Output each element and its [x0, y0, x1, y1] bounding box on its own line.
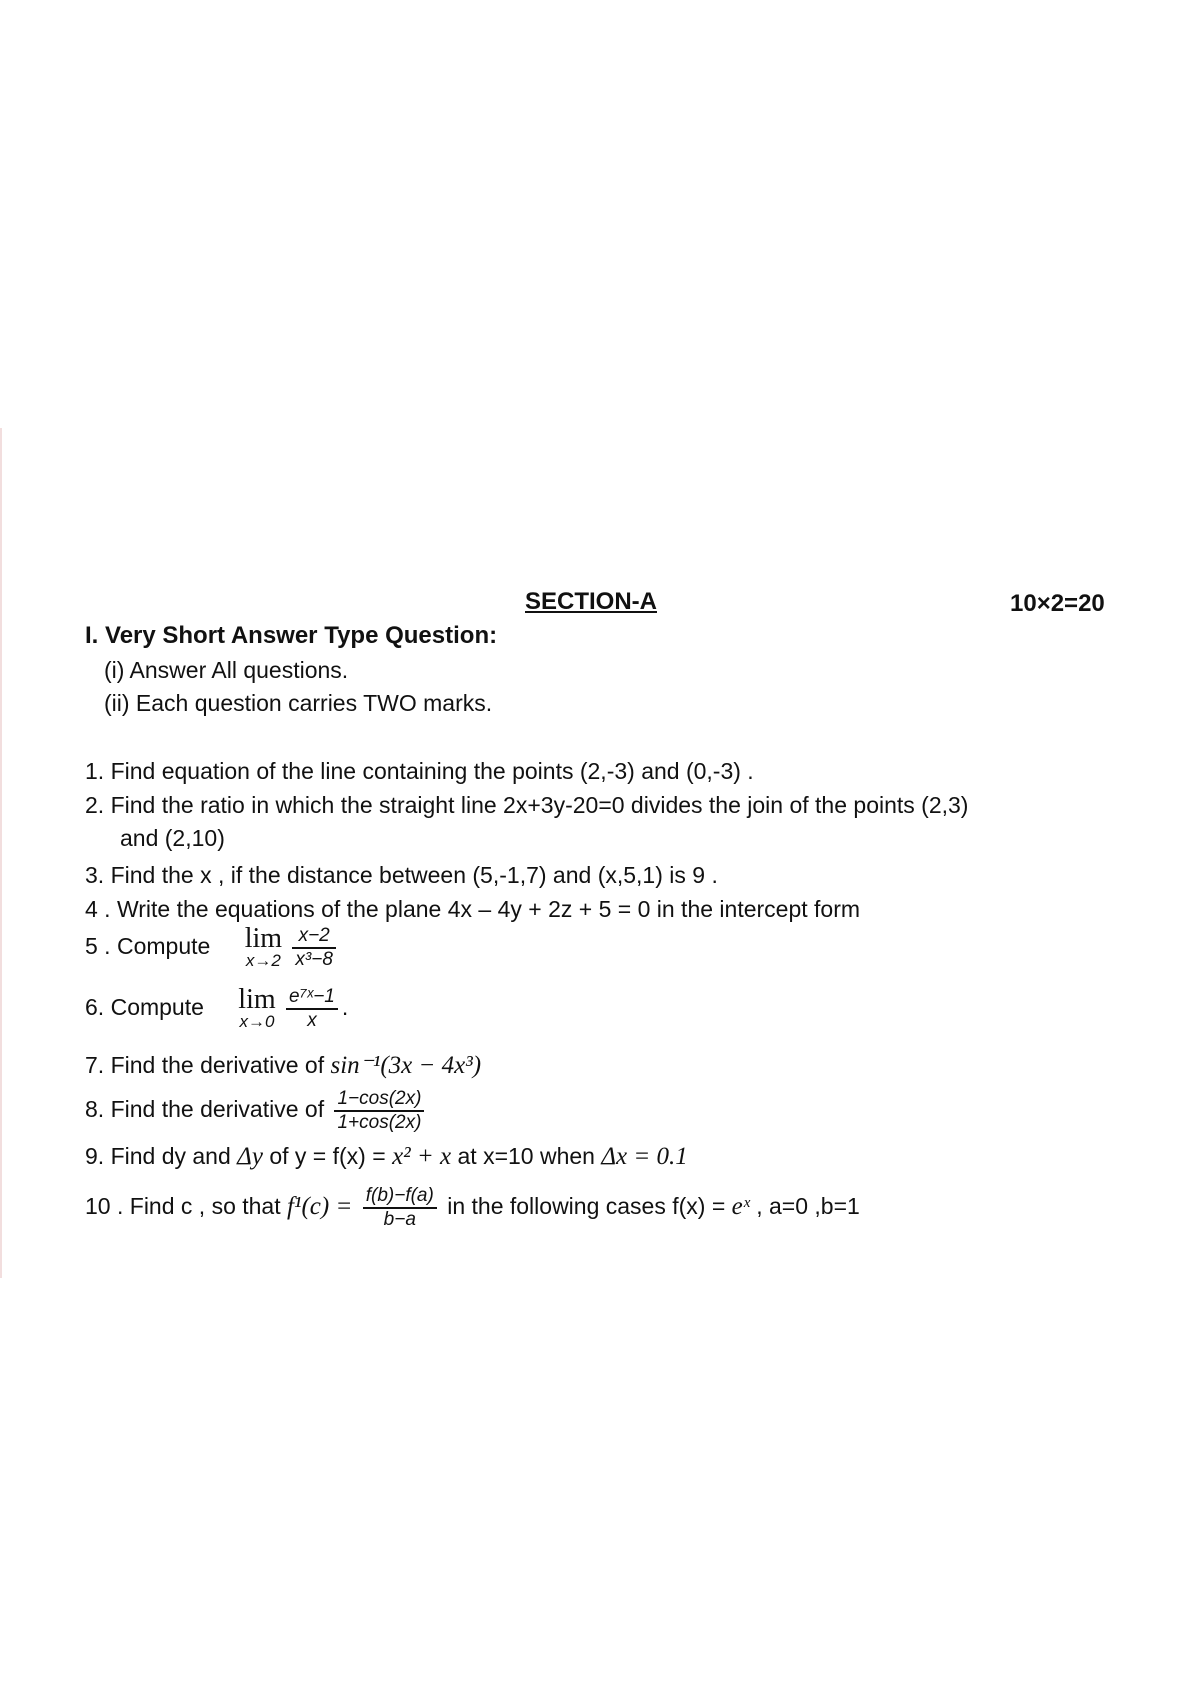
instruction-2: (ii) Each question carries TWO marks. — [104, 690, 493, 716]
denominator: 1+cos(2x) — [337, 1112, 422, 1133]
question-5 — [85, 925, 340, 971]
section-marks: 10×2=20 — [1010, 590, 1105, 617]
question-text: in the following cases f(x) = — [447, 1193, 726, 1220]
question-number: 7. — [85, 1052, 105, 1078]
period: . — [341, 994, 349, 1021]
question-number: 3. — [85, 862, 105, 888]
fraction — [292, 925, 336, 971]
question-text: at x=10 when — [457, 1143, 595, 1169]
question-8 — [85, 1088, 428, 1134]
question-text: Compute — [110, 994, 204, 1021]
numerator: e⁷ˣ−1 — [286, 986, 338, 1010]
denominator: b−a — [383, 1209, 416, 1230]
question-type-heading: I. Very Short Answer Type Question: — [85, 622, 498, 649]
question-number: 6. — [85, 994, 105, 1021]
question-text: of y = f(x) = — [269, 1143, 386, 1169]
delta-x: Δx = 0.1 — [601, 1143, 688, 1170]
question-2 — [85, 792, 968, 819]
exponential: eˣ — [731, 1193, 750, 1221]
fraction — [286, 986, 338, 1032]
question-number: 9. — [85, 1143, 105, 1169]
question-6 — [85, 986, 348, 1032]
delta-y: Δy — [237, 1143, 263, 1170]
question-7 — [85, 1050, 481, 1080]
question-text: Find the x , if the distance between (5,-1,7) and (x,5,1) is 9 . — [110, 862, 718, 888]
math-expression: f¹(c) = — [287, 1193, 353, 1221]
question-9 — [85, 1143, 688, 1171]
math-expression: x² + x — [392, 1143, 452, 1170]
question-text: Find equation of the line containing the points (2,-3) and (0,-3) . — [110, 758, 754, 784]
question-text: Find the derivative of — [110, 1096, 325, 1123]
question-number: 5 . — [85, 933, 111, 960]
question-3 — [85, 862, 718, 889]
math-expression: sin⁻¹(3x − 4x³) — [330, 1052, 482, 1079]
question-number: 4 . — [85, 896, 111, 922]
instruction-1: (i) Answer All questions. — [104, 657, 349, 683]
numerator: x−2 — [292, 925, 336, 949]
question-1 — [85, 758, 754, 785]
limit-operator: lim x→2 — [244, 923, 283, 970]
question-text: Find the ratio in which the straight line 2x+3y-20=0 divides the join of the points (2,3) — [110, 792, 969, 818]
fraction — [363, 1185, 437, 1231]
question-number: 10 . — [85, 1193, 124, 1220]
denominator: x — [307, 1010, 317, 1031]
question-text: Find c , so that — [129, 1193, 281, 1220]
question-text: Find the derivative of — [110, 1052, 325, 1078]
question-text: , a=0 ,b=1 — [756, 1193, 860, 1220]
numerator: 1−cos(2x) — [334, 1088, 424, 1112]
question-2-continued: and (2,10) — [120, 825, 225, 851]
question-text: Compute — [116, 933, 211, 960]
fraction — [334, 1088, 424, 1134]
numerator: f(b)−f(a) — [363, 1185, 437, 1209]
limit-subscript: x→2 — [245, 951, 281, 970]
section-title: SECTION-A — [525, 588, 657, 615]
limit-operator: lim x→0 — [238, 984, 276, 1031]
limit-subscript: x→0 — [239, 1012, 275, 1031]
question-10 — [85, 1185, 860, 1231]
question-text: Find dy and — [110, 1143, 231, 1169]
question-number: 1. — [85, 758, 105, 784]
question-number: 2. — [85, 792, 105, 818]
question-4 — [85, 896, 860, 923]
left-edge-mark — [0, 428, 2, 1278]
question-text: Write the equations of the plane 4x – 4y + 2z + 5 = 0 in the intercept form — [116, 896, 861, 922]
question-number: 8. — [85, 1096, 105, 1123]
denominator: x³−8 — [295, 949, 333, 970]
